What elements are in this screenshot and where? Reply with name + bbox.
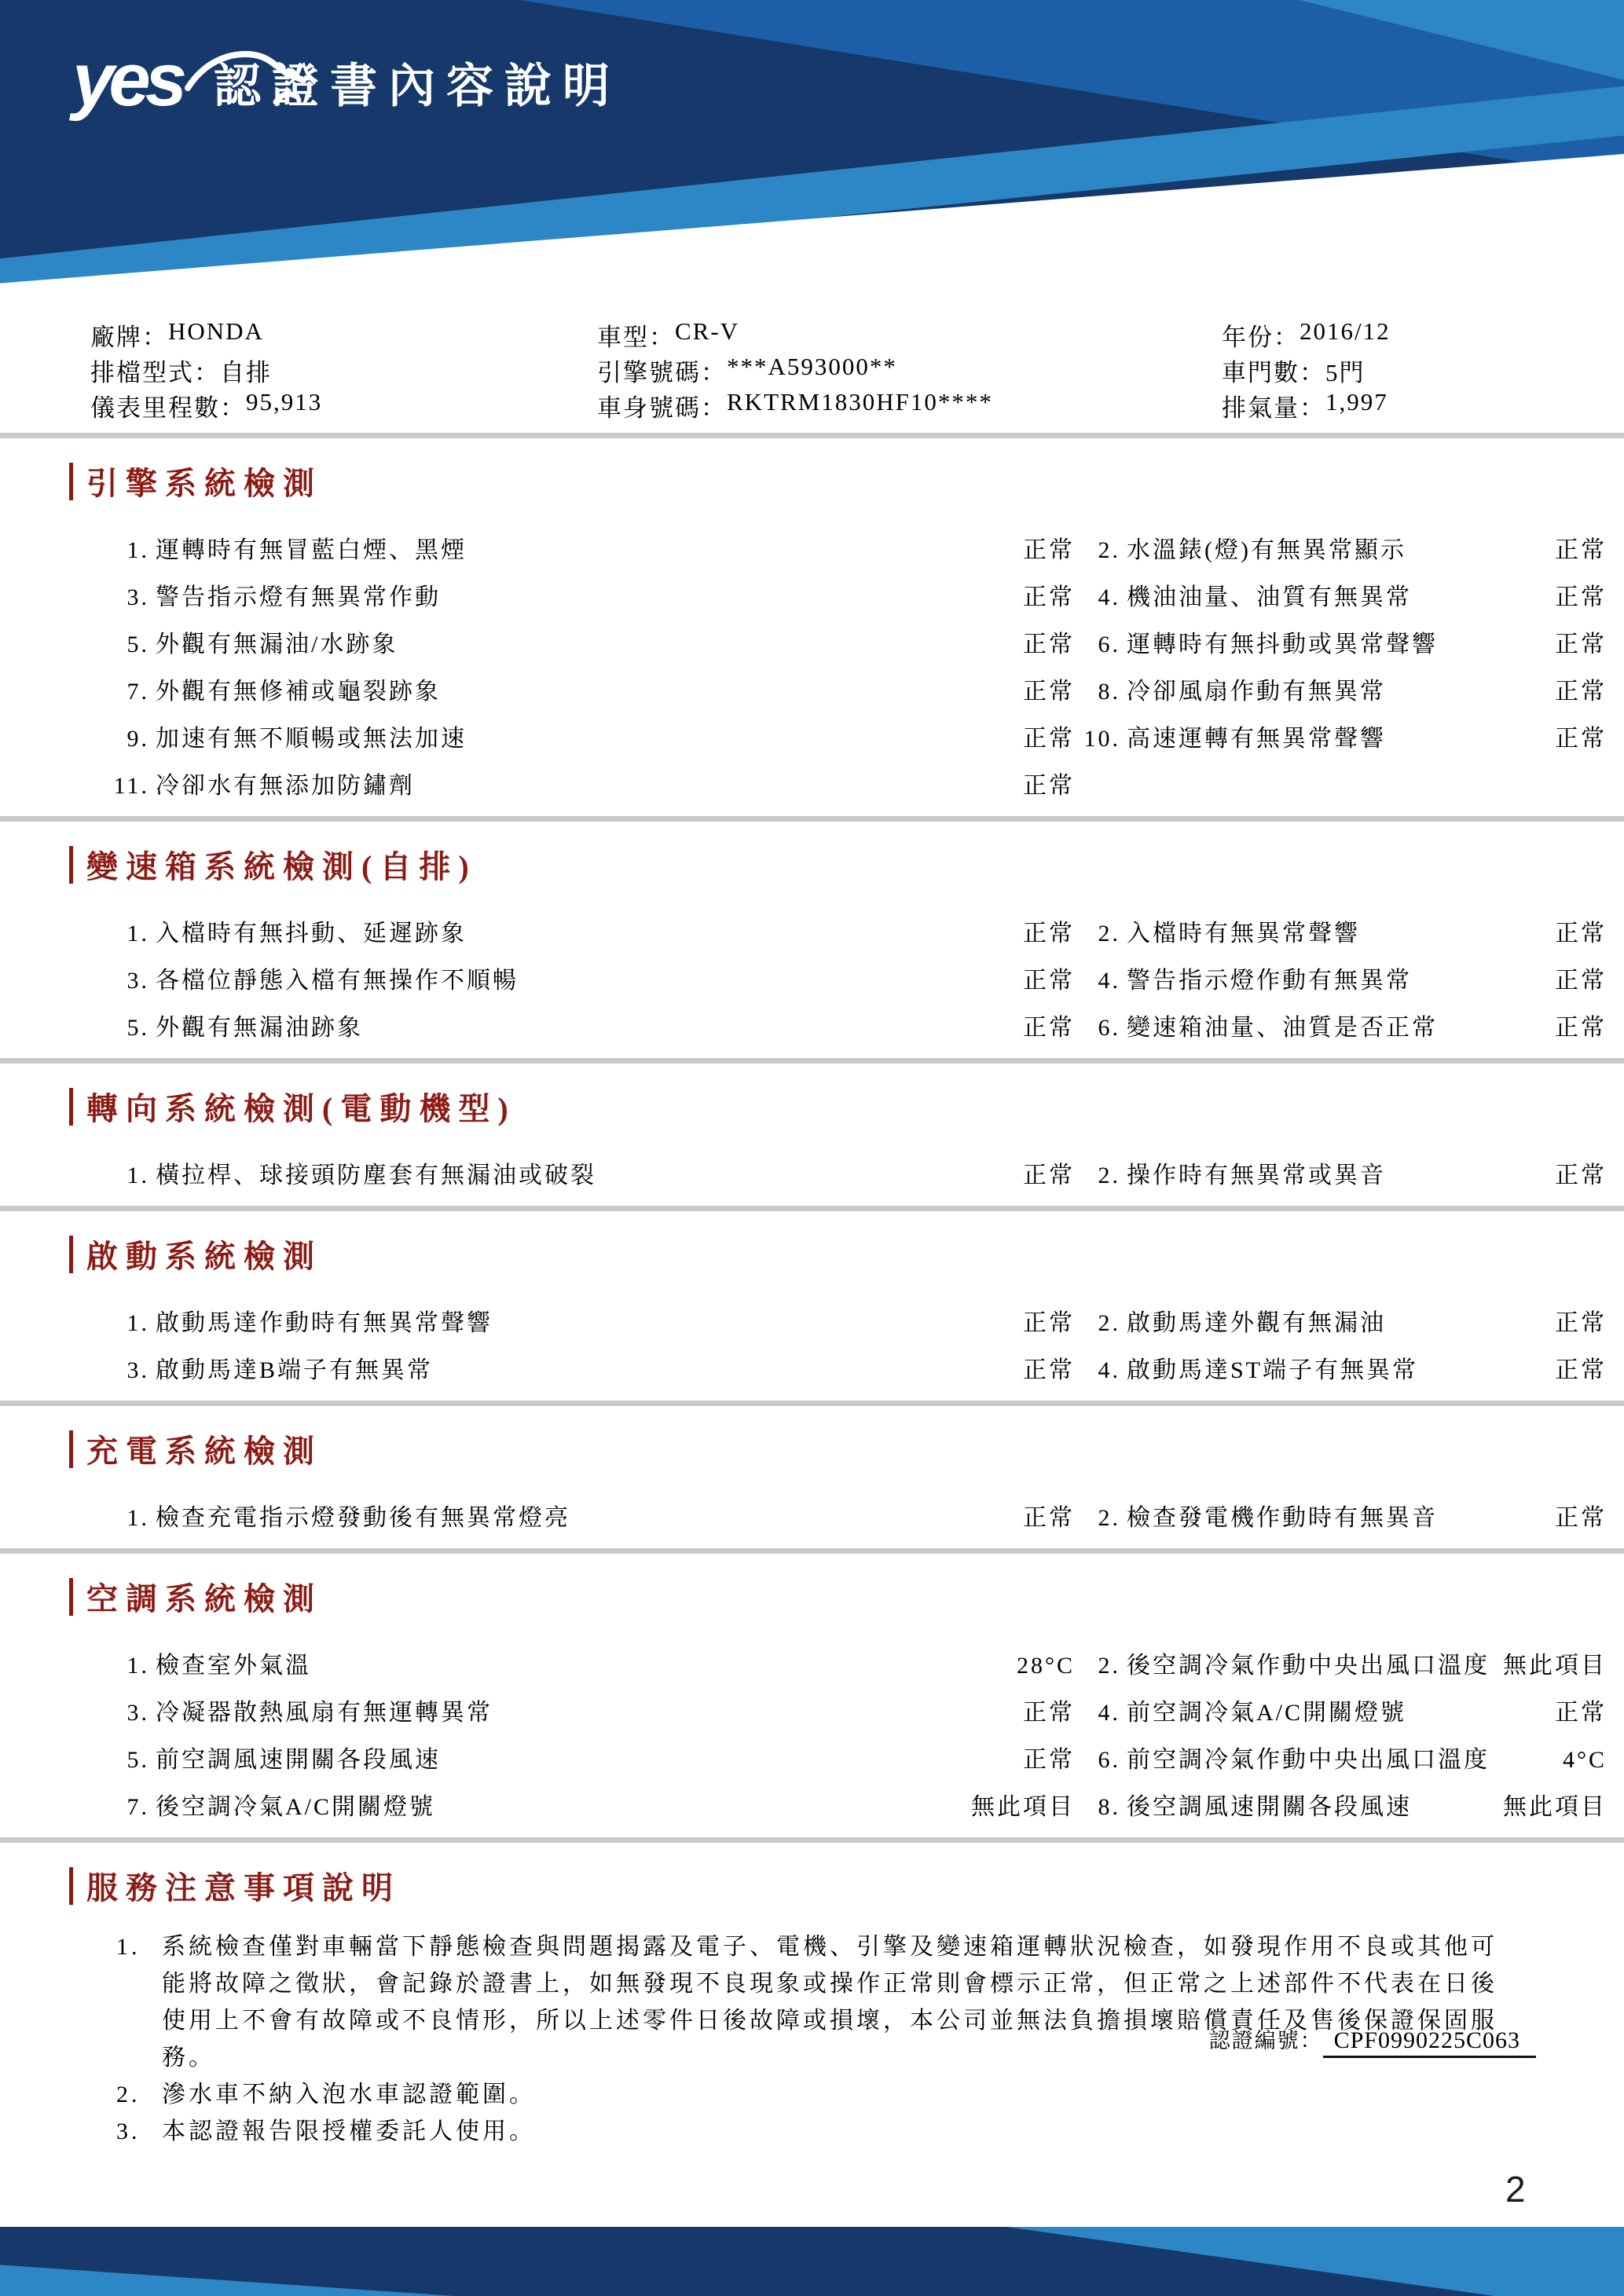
check-row: [0, 1297, 1624, 1344]
item-status: 4°C: [1562, 1747, 1607, 1773]
item-text: 入檔時有無異常聲響: [1127, 921, 1360, 947]
note-text: 本認證報告限授權委託人使用。: [162, 2118, 536, 2144]
label: 排氣量：: [1222, 394, 1325, 422]
service-note: [0, 2076, 1624, 2113]
item-number: 11.: [113, 773, 149, 799]
item-text: 機油油量、油質有無異常: [1127, 584, 1412, 610]
section-starting: [0, 1232, 1624, 1391]
item-number: 5.: [126, 1747, 149, 1773]
check-item: [0, 1498, 1075, 1532]
item-status: 正常: [1023, 921, 1075, 947]
section-header: [0, 459, 1624, 504]
item-text: 啟動馬達作動時有無異常聲響: [156, 1310, 493, 1336]
item-number: 2.: [1098, 921, 1120, 947]
item-status: 正常: [1023, 773, 1075, 799]
label: 年份：: [1222, 324, 1300, 351]
note-text: 系統檢查僅對車輛當下靜態檢查與問題揭露及電子、電機、引擎及變速箱運轉狀況檢查，如發現作用不良或其他可能將故障之徵狀，會記錄於證書上，如無發現不良現象或操作正常則會標示正常，但正常之上述部件不代表在日後使用上不會有故障或不良情形，所以上述零件日後故障或損壞，本公司並無法負擔損壞賠償責任及售後保證保固服務。: [162, 1934, 1498, 2071]
item-text: 警告指示燈有無異常作動: [156, 584, 441, 610]
label: 車身號碼：: [597, 394, 727, 422]
item-status: 正常: [1023, 584, 1075, 610]
item-number: 1.: [126, 1163, 149, 1188]
label: 車門數：: [1222, 359, 1325, 386]
vehicle-doors: [1222, 353, 1624, 388]
item-text: 冷卻風扇作動有無異常: [1127, 679, 1386, 705]
label: 儀表里程數：: [90, 394, 246, 422]
section-header: [0, 1574, 1624, 1619]
item-number: 1.: [126, 537, 149, 563]
value: RKTRM1830HF10****: [727, 388, 993, 416]
check-item: [0, 719, 1075, 753]
check-item: [1075, 577, 1624, 612]
vehicle-engine-no: [597, 353, 1222, 388]
section-title-bar: [69, 1578, 73, 1616]
label: 廠牌：: [90, 324, 168, 351]
certificate-number-label: 認證編號：: [1208, 2029, 1323, 2052]
item-text: 後空調冷氣作動中央出風口溫度: [1127, 1653, 1490, 1679]
item-number: 2.: [1098, 537, 1120, 563]
check-row: [0, 1639, 1624, 1686]
check-row: [0, 1686, 1624, 1734]
item-number: 8.: [1098, 1794, 1120, 1820]
document-body: [0, 317, 1624, 2150]
check-item: [0, 1646, 1075, 1680]
section-engine: [0, 459, 1624, 807]
item-number: 6.: [1098, 632, 1120, 657]
vehicle-displacement: [1222, 388, 1624, 423]
item-text: 前空調風速開關各段風速: [156, 1747, 441, 1773]
check-item: [0, 672, 1075, 706]
section-title: 引擎系統檢測: [86, 466, 322, 501]
section-title-bar: [69, 1867, 73, 1905]
item-text: 檢查室外氣溫: [156, 1653, 311, 1679]
certificate-number-value: CPF0990225C063: [1323, 2027, 1536, 2058]
check-item: [1075, 1693, 1624, 1727]
label: 車型：: [597, 324, 675, 351]
check-item: [1075, 719, 1624, 753]
value: 95,913: [246, 388, 323, 416]
item-status: 無此項目: [1503, 1653, 1607, 1679]
vehicle-year: [1222, 317, 1624, 353]
item-text: 外觀有無漏油跡象: [156, 1015, 363, 1041]
item-status: 正常: [1555, 1015, 1607, 1041]
value: ***A593000**: [727, 353, 897, 380]
section-title: 服務注意事項說明: [86, 1870, 401, 1906]
item-number: 6.: [1098, 1747, 1120, 1773]
item-status: 正常: [1023, 632, 1075, 657]
check-item: [1075, 1008, 1624, 1042]
check-item: [0, 577, 1075, 612]
item-number: 1.: [126, 1310, 149, 1336]
vehicle-info-row: [90, 388, 1624, 423]
item-number: 3.: [126, 968, 149, 994]
check-item: [0, 1740, 1075, 1774]
vehicle-info-block: [0, 317, 1624, 423]
section-divider: [0, 1206, 1624, 1211]
check-item: [1075, 1498, 1624, 1532]
item-text: 後空調冷氣A/C開關燈號: [156, 1794, 436, 1820]
check-row: [0, 665, 1624, 712]
vehicle-gear-type: [90, 353, 597, 388]
item-text: 後空調風速開關各段風速: [1127, 1794, 1412, 1820]
value: 2016/12: [1300, 317, 1391, 345]
note-text: 滲水車不納入泡水車認證範圍。: [162, 2082, 536, 2107]
item-text: 各檔位靜態入檔有無操作不順暢: [156, 968, 519, 994]
item-text: 運轉時有無抖動或異常聲響: [1127, 632, 1438, 657]
item-text: 高速運轉有無異常聲響: [1127, 726, 1386, 752]
section-ac: [0, 1574, 1624, 1828]
item-text: 加速有無不順暢或無法加速: [156, 726, 467, 752]
section-header: [0, 1232, 1624, 1276]
item-text: 外觀有無漏油/水跡象: [156, 632, 398, 657]
section-divider: [0, 816, 1624, 822]
section-service-notes: [0, 1863, 1624, 2150]
item-status: 28°C: [1016, 1653, 1075, 1679]
item-text: 操作時有無異常或異音: [1127, 1163, 1386, 1188]
check-item: [1075, 1350, 1624, 1385]
check-item: [0, 624, 1075, 659]
check-row: [0, 1781, 1624, 1828]
check-row: [0, 1492, 1624, 1539]
check-item: [0, 914, 1075, 948]
item-number: 1.: [126, 921, 149, 947]
item-status: 正常: [1555, 1700, 1607, 1726]
header-banner: [0, 0, 1624, 308]
check-item: [1075, 624, 1624, 659]
item-number: 6.: [1098, 1015, 1120, 1041]
section-divider: [0, 1058, 1624, 1064]
item-status: 正常: [1023, 1747, 1075, 1773]
value: HONDA: [168, 317, 264, 345]
check-item: [1075, 1303, 1624, 1338]
item-status: 正常: [1555, 1505, 1607, 1531]
check-row: [0, 907, 1624, 954]
item-status: 無此項目: [1503, 1794, 1607, 1820]
item-number: 2.: [1098, 1310, 1120, 1336]
page-title: 認證書內容說明: [214, 60, 621, 112]
check-row: [0, 571, 1624, 618]
section-divider: [0, 1401, 1624, 1406]
check-row: [0, 760, 1624, 807]
item-status: 正常: [1555, 584, 1607, 610]
check-item: [1075, 961, 1624, 995]
item-number: 1.: [126, 1653, 149, 1679]
section-title: 轉向系統檢測(電動機型): [86, 1091, 516, 1126]
yes-logo-text: yes: [72, 38, 182, 123]
item-text: 檢查發電機作動時有無異音: [1127, 1505, 1438, 1531]
item-text: 入檔時有無抖動、延遲跡象: [156, 921, 467, 947]
check-item: [0, 530, 1075, 565]
check-item: [0, 1787, 1075, 1822]
item-number: 7.: [126, 1794, 149, 1820]
check-item: [0, 1008, 1075, 1042]
item-number: 5.: [126, 1015, 149, 1041]
vehicle-brand: [90, 317, 597, 353]
item-text: 前空調冷氣作動中央出風口溫度: [1127, 1747, 1490, 1773]
item-status: 正常: [1023, 1700, 1075, 1726]
check-row: [0, 954, 1624, 1002]
item-number: 2.: [1098, 1505, 1120, 1531]
item-number: 3.: [126, 1700, 149, 1726]
item-number: 4.: [1098, 1357, 1120, 1383]
item-status: 正常: [1023, 537, 1075, 563]
item-status: 正常: [1555, 1357, 1607, 1383]
value: CR-V: [675, 317, 740, 345]
section-charging: [0, 1426, 1624, 1539]
footer-banner: [0, 2227, 1624, 2296]
vehicle-vin: [597, 388, 1222, 423]
check-item: [0, 1350, 1075, 1385]
item-number: 10.: [1083, 726, 1120, 752]
check-item: [1075, 1155, 1624, 1190]
check-row: [0, 1734, 1624, 1781]
vehicle-info-row: [90, 353, 1624, 388]
certificate-number: [1209, 2023, 1536, 2058]
item-status: 正常: [1555, 1163, 1607, 1188]
item-text: 變速箱油量、油質是否正常: [1127, 1015, 1438, 1041]
vehicle-info-row: [90, 317, 1624, 353]
item-text: 冷凝器散熱風扇有無運轉異常: [156, 1700, 493, 1726]
item-text: 運轉時有無冒藍白煙、黑煙: [156, 537, 467, 563]
item-number: 4.: [1098, 584, 1120, 610]
item-text: 冷卻水有無添加防鏽劑: [156, 773, 415, 799]
item-text: 啟動馬達ST端子有無異常: [1127, 1357, 1419, 1383]
check-item: [0, 961, 1075, 995]
item-status: 正常: [1023, 968, 1075, 994]
service-note: [0, 2113, 1624, 2150]
section-title: 充電系統檢測: [86, 1434, 322, 1469]
section-divider: [0, 1548, 1624, 1554]
check-item: [0, 1303, 1075, 1338]
item-status: 正常: [1023, 726, 1075, 752]
item-number: 3.: [126, 1357, 149, 1383]
item-text: 啟動馬達B端子有無異常: [156, 1357, 434, 1383]
item-number: 2.: [1098, 1163, 1120, 1188]
value: 1,997: [1325, 388, 1388, 416]
item-number: 8.: [1098, 679, 1120, 705]
check-item: [1075, 672, 1624, 706]
item-text: 水溫錶(燈)有無異常顯示: [1127, 537, 1406, 563]
section-divider: [0, 1837, 1624, 1843]
item-status: 正常: [1555, 968, 1607, 994]
item-status: 正常: [1023, 1015, 1075, 1041]
item-number: 4.: [1098, 968, 1120, 994]
section-title-bar: [69, 1430, 73, 1468]
label: 引擎號碼：: [597, 359, 727, 386]
check-item: [1075, 1740, 1624, 1774]
section-title-bar: [69, 1088, 73, 1126]
item-text: 外觀有無修補或龜裂跡象: [156, 679, 441, 705]
value: 5門: [1325, 359, 1366, 386]
note-number: 2.: [116, 2082, 141, 2107]
section-title-bar: [69, 846, 73, 884]
item-number: 2.: [1098, 1653, 1120, 1679]
check-row: [0, 712, 1624, 760]
check-item: [1075, 914, 1624, 948]
item-status: 正常: [1023, 1310, 1075, 1336]
item-text: 啟動馬達外觀有無漏油: [1127, 1310, 1386, 1336]
section-title-bar: [69, 1236, 73, 1273]
item-status: 正常: [1023, 1505, 1075, 1531]
item-status: 正常: [1555, 537, 1607, 563]
item-status: 正常: [1555, 726, 1607, 752]
check-row: [0, 524, 1624, 571]
item-status: 正常: [1023, 679, 1075, 705]
item-status: 正常: [1555, 679, 1607, 705]
item-number: 3.: [126, 584, 149, 610]
item-status: 無此項目: [971, 1794, 1075, 1820]
item-status: 正常: [1555, 921, 1607, 947]
section-steering: [0, 1084, 1624, 1196]
item-text: 橫拉桿、球接頭防塵套有無漏油或破裂: [156, 1163, 596, 1188]
check-row: [0, 1344, 1624, 1391]
item-text: 檢查充電指示燈發動後有無異常燈亮: [156, 1505, 570, 1531]
section-title: 空調系統檢測: [86, 1581, 322, 1617]
section-title: 變速箱系統檢測(自排): [86, 849, 477, 884]
note-number: 1.: [116, 1934, 141, 1960]
check-item: [0, 766, 1075, 800]
item-number: 1.: [126, 1505, 149, 1531]
item-number: 7.: [126, 679, 149, 705]
item-status: 正常: [1023, 1357, 1075, 1383]
check-item: [1075, 530, 1624, 565]
vehicle-model: [597, 317, 1222, 353]
section-divider: [0, 433, 1624, 438]
section-header: [0, 1426, 1624, 1471]
check-item: [0, 1693, 1075, 1727]
section-header: [0, 842, 1624, 887]
page-number: 2: [1505, 2169, 1526, 2210]
check-row: [0, 1149, 1624, 1196]
check-item: [0, 1155, 1075, 1190]
item-number: 5.: [126, 632, 149, 657]
check-item: [1075, 1646, 1624, 1680]
item-text: 前空調冷氣A/C開關燈號: [1127, 1700, 1407, 1726]
check-row: [0, 1002, 1624, 1049]
section-transmission: [0, 842, 1624, 1049]
item-number: 4.: [1098, 1700, 1120, 1726]
section-header: [0, 1084, 1624, 1129]
section-header: [0, 1863, 1624, 1908]
item-status: 正常: [1555, 1310, 1607, 1336]
item-status: 正常: [1555, 632, 1607, 657]
note-number: 3.: [116, 2118, 141, 2144]
value: 自排: [220, 359, 272, 386]
section-title: 啟動系統檢測: [86, 1239, 322, 1274]
item-text: 警告指示燈作動有無異常: [1127, 968, 1412, 994]
vehicle-mileage: [90, 388, 597, 423]
check-item: [1075, 1787, 1624, 1822]
check-row: [0, 618, 1624, 665]
section-title-bar: [69, 463, 73, 500]
item-number: 9.: [126, 726, 149, 752]
label: 排檔型式：: [90, 359, 220, 386]
item-status: 正常: [1023, 1163, 1075, 1188]
